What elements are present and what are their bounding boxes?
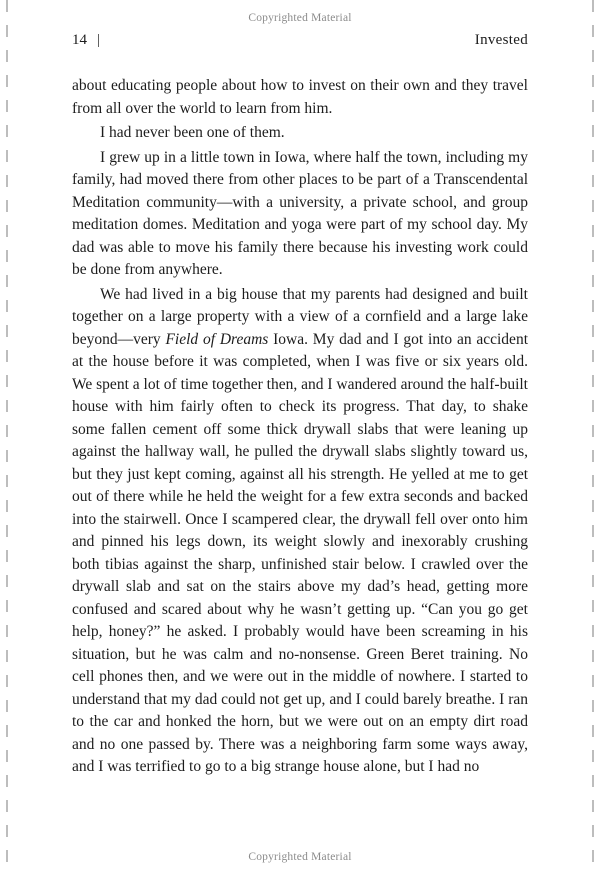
- paragraph: [72, 147, 528, 282]
- page-body: [72, 75, 528, 779]
- copyright-notice-bottom: Copyrighted Material: [248, 851, 352, 863]
- text-run: Iowa. My dad and I got into an accident at the house before it was completed, when I was five or six years old. We spent a lot of time together then, and I wandered around the half-built house with him fairly often to check its progress. That day, to shake some fallen cement off some thick drywall slabs that were leaning up against the hallway wall, he pulled the drywall slabs slightly toward us, but they just kept coming, against all his strength. He yelled at me to get out of there while he held the weight for a few extra seconds and backed into the stairwell. Once I scampered clear, the drywall fell over onto him and pinned his legs down, its weight slowly and inexorably crushing both tibias against the sharp, unfinished stair below. I crawled over the drywall slab and sat on the stairs above my dad’s head, getting more confused and scared about why he wasn’t getting up. “Can you go get help, honey?” he asked. I probably would have been screaming in his situation, but he was calm and no-nonsense. Green Beret training. No cell phones then, and we were out in the middle of nowhere. I started to understand that my dad could not get up, and I could barely breathe. I ran to the car and honked the horn, but we were out on an empty dirt road and no one passed by. There was a neighboring farm some ways away, and I was terrified to go to a big strange house alone, but I had no: [72, 330, 528, 775]
- italic-text-run: Field of Dreams: [165, 330, 269, 348]
- text-run: I had never been one of them.: [100, 124, 285, 141]
- page-number-group: [72, 32, 100, 49]
- paragraph: [72, 75, 528, 120]
- book-title: Invested: [474, 32, 528, 48]
- page-edge-dashed-left: [6, 0, 8, 875]
- paragraph: [72, 284, 528, 779]
- page-edge-dashed-right: [592, 0, 594, 875]
- page-header: [72, 32, 528, 49]
- copyright-notice-top: Copyrighted Material: [248, 12, 352, 24]
- text-run: We had lived in a big house that my parents had designed and built together on a large property with a view of a cornfield and a large lake beyond—very: [72, 285, 528, 348]
- page-number: 14: [72, 32, 87, 48]
- text-run: I grew up in a little town in Iowa, where half the town, including my family, had moved there from other places to be part of a Transcendental Meditation community—with a university, a private school, and group meditation domes. Meditation and yoga were part of my school day. My dad was able to move his family there because his investing work could be done from anywhere.: [72, 148, 528, 278]
- text-run: about educating people about how to invest on their own and they travel from all over the world to learn from him.: [72, 77, 528, 117]
- header-separator: |: [97, 32, 101, 48]
- paragraph: [72, 122, 528, 145]
